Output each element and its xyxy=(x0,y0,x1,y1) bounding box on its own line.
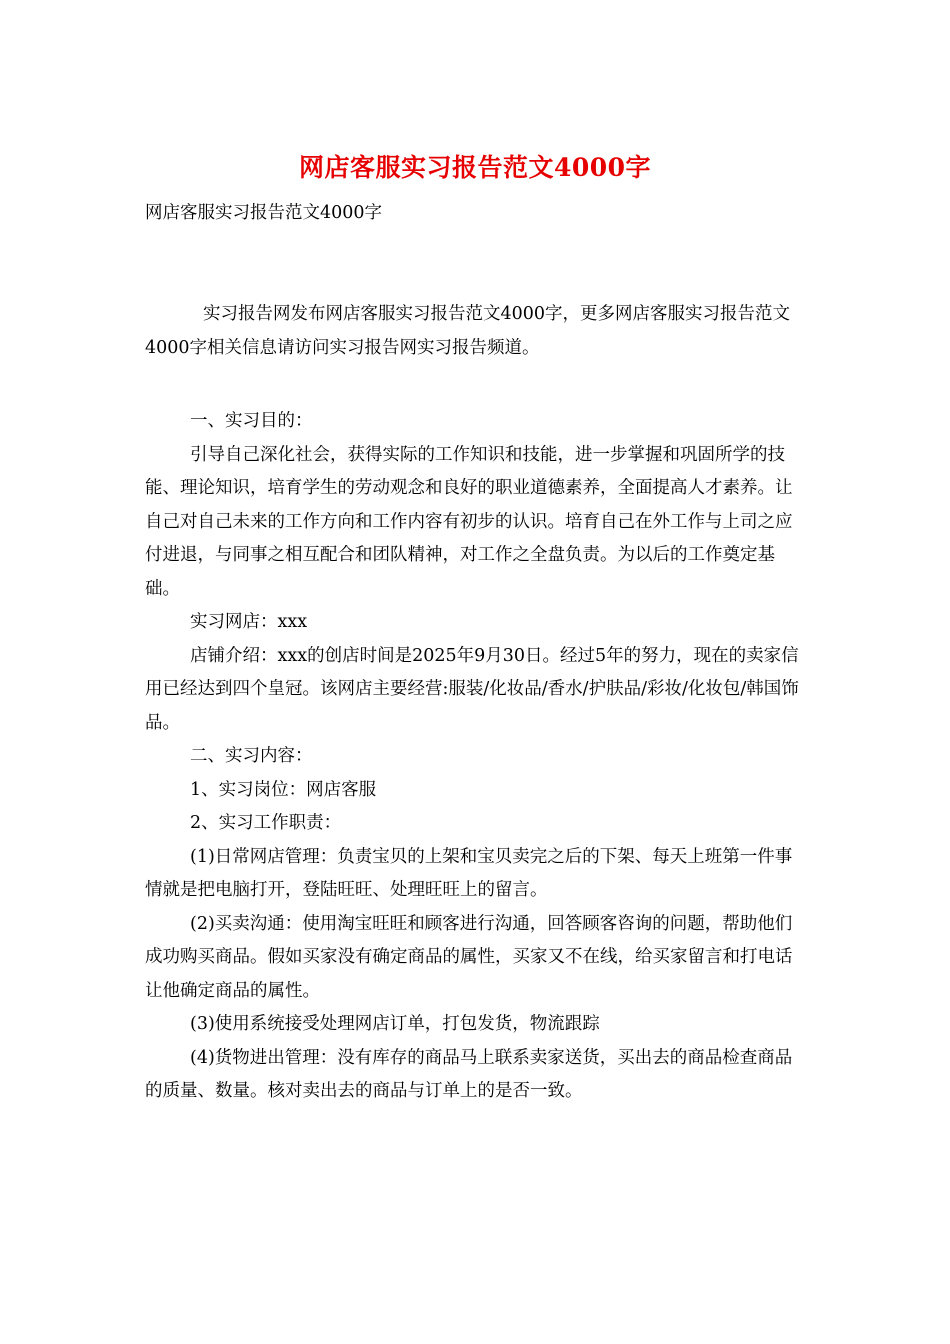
paragraph-shop: 实习网店：xxx xyxy=(190,612,308,632)
paragraph-duty-3: (3)使用系统接受处理网店订单，打包发货，物流跟踪 xyxy=(190,1014,600,1034)
heading-purpose: 一、实习目的： xyxy=(190,411,313,431)
paragraph-duty-1: (1)日常网店管理：负责宝贝的上架和宝贝卖完之后的下架、每天上班第一件事情就是把电脑打开，登陆旺旺、处理旺旺上的留言。 xyxy=(145,846,793,900)
document-body xyxy=(145,405,805,1109)
paragraph-duty-2: (2)买卖沟通：使用淘宝旺旺和顾客进行沟通，回答顾客咨询的问题，帮助他们成功购买商品。假如买家没有确定商品的属性，买家又不在线，给买家留言和打电话让他确定商品的属性。 xyxy=(145,913,793,1001)
intro-paragraph: 实习报告网发布网店客服实习报告范文4000字，更多网店客服实习报告范文4000字相关信息请访问实习报告网实习报告频道。 xyxy=(145,304,791,358)
heading-content: 二、实习内容： xyxy=(190,746,313,766)
document-subtitle: 网店客服实习报告范文4000字 xyxy=(145,203,383,223)
paragraph-purpose: 引导自己深化社会，获得实际的工作知识和技能，进一步掌握和巩固所学的技能、理论知识，培育学生的劳动观念和良好的职业道德素养，全面提高人才素养。让自己对自己未来的工作方向和工作内容有初步的认识。培育自己在外工作与上司之应付进退，与同事之相互配合和团队精神，对工作之全盘负责。为以后的工作奠定基础。 xyxy=(145,444,793,599)
paragraph-duty-4: (4)货物进出管理：没有库存的商品马上联系卖家送货，买出去的商品检查商品的质量、数量。核对卖出去的商品与订单上的是否一致。 xyxy=(145,1047,793,1101)
document-title: 网店客服实习报告范文4000字 xyxy=(298,153,652,182)
paragraph-duties: 2、实习工作职责： xyxy=(190,813,342,833)
paragraph-shop-intro: 店铺介绍：xxx的创店时间是2025年9月30日。经过5年的努力，现在的卖家信用已经达到四个皇冠。该网店主要经营:服装/化妆品/香水/护肤品/彩妆/化妆包/韩国饰品。 xyxy=(145,645,799,733)
paragraph-position: 1、实习岗位：网店客服 xyxy=(190,779,377,800)
